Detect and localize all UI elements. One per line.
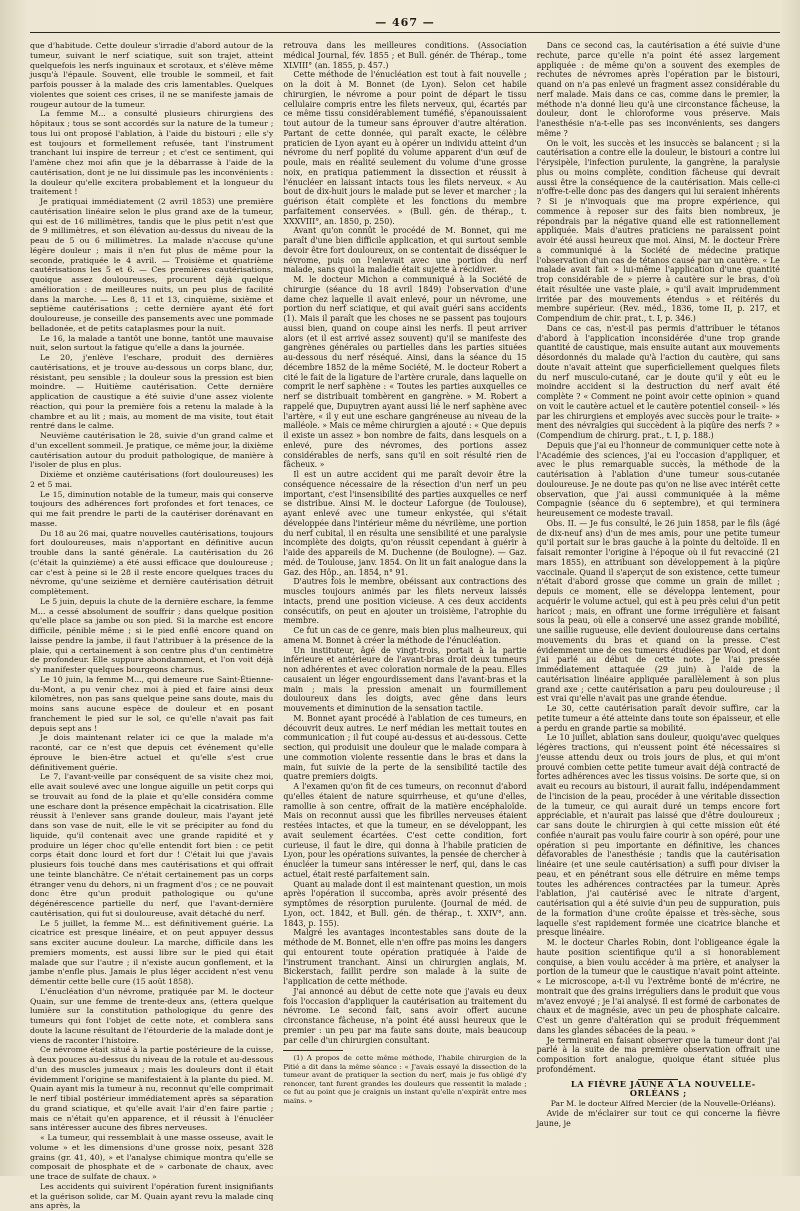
paragraph: Je pratiquai immédiatement (2 avril 1853) une première cautérisation linéaire selon le plus grand axe de la tumeur, qui est de 16 millimètres, tandis que le plus petit n'est que de 9 millimètres, et son élévation au-dessus du niveau de la peau de 5 ou 6 millimètres. La malade n'accuse qu'une légère douleur ; mais il n'en fut plus de même pour la seconde, pratiquée le 4 avril. — Troisième et quatrième cautérisations les 5 et 6. — Ces premières cautérisations, quoique assez douloureuses, procurent déjà quelque amélioration : de meilleures nuits, un peu plus de facilité dans la marche. — Les 8, 11 et 13, cinquième, sixième et septième cautérisations ; cette dernière ayant été fort douloureuse, je conseille des pansements avec une pommade belladonée, et de petits cataplasmes pour la nuit. bbox=[30, 197, 274, 333]
paragraph: M. Bonnet ayant procédé à l'ablation de ces tumeurs, en découvrit deux autres. Le nerf médian les mettait toutes en communication ; il fut coupé au-dessus et au-dessous. Cette section, qui produisit une douleur que le malade compara à une commotion violente ressentie dans le bras et dans la main, fut suivie de la perte de la sensibilité tactile des quatre premiers doigts. bbox=[283, 713, 527, 782]
paragraph: Le 30, cette cautérisation paraît devoir suffire, car la petite tumeur a été atteinte dans toute son épaisseur, et elle a perdu en grande partie sa mobilité. bbox=[536, 704, 780, 733]
paragraph: Ce fut un cas de ce genre, mais bien plus malheureux, qui amena M. Bonnet à créer la méthode de l'énucléation. bbox=[283, 626, 527, 645]
paragraph: Un instituteur, âgé de vingt-trois, portait à la partie inférieure et antérieure de l'avant-bras droit deux tumeurs non adhérentes et avec coloration normale de la peau. Elles causaient un léger engourdissement dans l'avant-bras et la main ; mais la pression amenait un fourmillement douloureux dans les doigts, avec gêne dans leurs mouvements et diminution de la sensation tactile. bbox=[283, 645, 527, 713]
paragraph: M. le docteur Charles Robin, dont l'obligeance égale la haute position scientifique qu'il a si honorablement conquise, a bien voulu accéder à ma prière, et analyser la portion de la tumeur que le caustique n'avait point atteinte. « Le microscope, a-t-il vu l'extrême bonté de m'écrire, ne montrait que des grains irréguliers dans le produit que vous m'avez envoyé ; je l'ai analysé. Il est formé de carbonates de chaux et de magnésie, avec un peu de phosphate calcaire. C'est un genre d'altération qui se produit fréquemment dans les glandes sébacées de la peau. » bbox=[536, 938, 780, 1035]
paragraph: Malgré les avantages incontestables sans doute de la méthode de M. Bonnet, elle n'en offre pas moins les dangers qui entourent toute opération pratiquée à l'aide de l'instrument tranchant. Ainsi un chirurgien anglais, M. Bickerstach, faillit perdre son malade à la suite de l'application de cette méthode. bbox=[283, 928, 527, 986]
paragraph: Le 16, la malade a tantôt une bonne, tantôt une mauvaise nuit, selon surtout la fatigue qu'elle a dans la journée. bbox=[30, 333, 274, 353]
paragraph: M. le docteur Michon a communiqué à la Société de chirurgie (séance du 18 avril 1849) l'observation d'une dame chez laquelle il avait enlevé, pour un névrome, une portion du nerf sciatique, et qui avait guéri sans accidents (1). Mais il paraît que les choses ne se passent pas toujours aussi bien, quand on coupe ainsi les nerfs. Il peut arriver alors (et il est arrivé assez souvent) qu'il se manifeste des gangrènes générales ou partielles dans les parties situées au-dessous du nerf réséqué. Ainsi, dans la séance du 15 décembre 1852 de la même Société, M. le docteur Robert a cité le fait de la ligature de l'artère crurale, dans laquelle on comprit le nerf saphène : « Toutes les parties auxquelles ce nerf se distribuait tombèrent en gangrène. » M. Robert a rappelé que, Dupuytren ayant aussi lié le nerf saphène avec l'artère, « il y eut une eschare gangréneuse au niveau de la malléole. » Mais ce même chirurgien a ajouté : « Que depuis il existe un assez » bon nombre de faits, dans lesquels on a enlevé, pure des névromes, des portions assez considérables de nerfs, sans qu'il en soit résulté rien de fâcheux. » bbox=[283, 275, 527, 470]
paragraph: D'autres fois le membre, obéissant aux contractions des muscles toujours animés par les filets nerveux laissés intacts, prend une position vicieuse. A ces deux accidents consécutifs, on peut en ajouter un troisième, l'atrophie du membre. bbox=[283, 577, 527, 626]
paragraph: La femme M... a consulté plusieurs chirurgiens des hôpitaux ; tous se sont accordés sur la nature de la tumeur ; tous lui ont proposé l'ablation, à l'aide du bistouri ; elle s'y est toujours et formellement refusée, tant l'instrument tranchant lui inspire de terreur ; et c'est ce sentiment, qui l'amène chez moi afin que je la débarrasse à l'aide de la cautérisation, dont je ne lui dissimule pas les inconvénients : la douleur qu'elle excitera probablement et la longueur du traitement ! bbox=[30, 109, 274, 197]
paragraph: Avant qu'on connût le procédé de M. Bonnet, qui me paraît d'une bien difficile application, et qui surtout semble devoir être fort douloureux, on se contentait de disséquer le névrome, puis on l'enlevait avec une portion du nerf malade, sans quoi la maladie était sujette à récidiver. bbox=[283, 226, 527, 275]
paragraph: Je dois maintenant relater ici ce que la malade m'a raconté, car ce n'est que depuis cet événement qu'elle éprouve le bien-être actuel et qu'elle s'est crue définitivement guérie. bbox=[30, 733, 274, 772]
column-right bbox=[537, 41, 780, 1171]
paragraph: Le 5 juin, depuis la chute de la dernière eschare, la femme M... a cessé absolument de souffrir ; dans quelque position qu'elle place sa jambe ou son pied. Si la marche est encore difficile, pénible même ; si le pied enflé encore quand on laisse pendre la jambe, il faut l'attribuer à la présence de la plaie, qui a certainement à son centre plus d'un centimètre de profondeur. Elle suppure abondamment, et l'on voit déjà s'y manifester quelques bourgeons charnus. bbox=[30, 596, 274, 674]
paragraph: J'ai annoncé au début de cette note que j'avais eu deux fois l'occasion d'appliquer la cautérisation au traitement du névrome. Le second fait, sans avoir offert aucune circonstance fâcheuse, n'a point été aussi heureux que le premier : un peu par ma faute sans doute, mais beaucoup par celle d'un chirurgien consultant. bbox=[283, 986, 527, 1045]
text-columns bbox=[30, 41, 780, 1211]
paragraph: Le 10 juillet, ablation sans douleur, quoiqu'avec quelques légères tractions, qui n'eussent point été nécessaires si j'eusse attendu deux ou trois jours de plus, et qui m'ont prouvé combien cette petite tumeur avait déjà contracté de fortes adhérences avec les tissus voisins. De sorte que, si on avait eu recours au bistouri, il aurait fallu, indépendamment de l'incision de la peau, procéder à une véritable dissection de la tumeur, ce qui aurait duré un temps encore fort appréciable, et n'aurait pas laissé que d'être douloureux ; car sans doute le chirurgien à qui cette mission eût été confiée n'aurait pas voulu faire courir à son opéré, pour une opération si peu importante en définitive, les chances défavorables de l'anesthésie ; tandis que la cautérisation linéaire (et une seule cautérisation) a suffi pour diviser la peau, et en pénétrant sous elle détruire en même temps toutes les adhérences contractées par la tumeur. Après l'ablation, j'ai cautérisé avec le nitrate d'argent, cautérisation qui a été suivie d'un peu de suppuration, puis de la formation d'une croûte épaisse et très-sèche, sous laquelle s'est rapidement formée une cicatrice blanche et presque linéaire. bbox=[536, 733, 780, 938]
paragraph: Le 15, diminution notable de la tumeur, mais qui conserve toujours des adhérences fort profondes et fort tenaces, ce qui me fait prendre le parti de la cautériser dorénavant en masse. bbox=[30, 489, 274, 528]
article-byline: Par M. le docteur Alfred Mercier (de la Nouvelle-Orléans). bbox=[550, 1099, 776, 1108]
paragraph: Obs. II. — Je fus consulté, le 26 juin 1858, par le fils (âgé de dix-neuf ans) d'un de mes amis, pour une petite tumeur qu'il portait sur le bras gauche à la pointe du deltoïde. Il en faisait remonter l'origine à l'époque où il fut revacciné (21 mars 1855), en attribuant son développement à la piqûre vaccinale. Quand il s'aperçut de son existence, cette tumeur n'était d'abord grosse que comme un grain de millet ; depuis ce moment, elle se développa lentement, pour acquérir le volume actuel, qui est à peu près celui d'un petit haricot ; mais, en offrant une forme irrégulière et faisant sous la peau, où elle a conservé une assez grande mobilité, une saillie rugueuse, elle devient douloureuse dans certains mouvements du bras et quand on la presse. C'est évidemment une de ces tumeurs étudiées par Wood, et dont j'ai parlé au début de cette note. Je l'ai pressée immédiatement attaquée (29 juin) à l'aide de la cautérisation linéaire appliquée parallèlement à son plus grand axe ; cette cautérisation a paru peu douloureuse ; il est vrai qu'elle n'avait pas une grande étendue. bbox=[536, 518, 780, 704]
column-middle bbox=[283, 41, 526, 1171]
paragraph: Il est un autre accident qui me paraît devoir être la conséquence nécessaire de la résection d'un nerf un peu important, c'est l'insensibilité des parties auxquelles ce nerf se distribue. Ainsi M. le docteur Laforgue (de Toulouse), ayant enlevé avec une tumeur enkystée, qui s'était développée dans l'intérieur même du névrilème, une portion du nerf cubital, il en résulta une sensibilité et une paralysie incomplète des doigts, qu'on réussit cependant à guérir à l'aide des appareils de M. Duchenne (de Boulogne). — Gaz. méd. de Toulouse, janv. 1854. On lit un fait analogue dans la Gaz. des Hôp., an. 1854, n° 91. bbox=[283, 470, 527, 577]
paragraph: Neuvième cautérisation le 28, suivie d'un grand calme et d'un excellent sommeil. Je pratique, ce même jour, la dixième cautérisation autour du produit pathologique, de manière à l'isoler de plus en plus. bbox=[30, 431, 274, 470]
paragraph: Le 5 juillet, la femme M... est définitivement guérie. La cicatrice est presque linéaire, et on peut appuyer dessus sans exciter aucune douleur. La marche, difficile dans les premiers moments, est aussi libre sur le pied qui était malade que sur l'autre ; il n'existe aucun gonflement, et la jambe n'enfle plus. Jamais le plus léger accident n'est venu démentir cette belle cure (15 août 1858). bbox=[30, 918, 274, 986]
paragraph: Le 10 juin, la femme M..., qui demeure rue Saint-Étienne-du-Mont, a pu venir chez moi à pied et faire ainsi deux kilomètres, non pas sans quelque peine sans doute, mais du moins sans aucune espèce de douleur et en posant franchement le pied sur le sol, ce qu'elle n'avait pas fait depuis sept ans ! bbox=[30, 674, 274, 733]
footnote: (1) A propos de cette même méthode, l'habile chirurgien de la Pitié a dit dans la même séance : « J'avais essayé la dissection de la tumeur avant de pratiquer la section du nerf, mais je fus obligé d'y renoncer, tant furent grandes les douleurs que ressentit la malade ; ce fut au point que je craignis un instant qu'elle n'expirât entre mes mains. » bbox=[283, 1054, 527, 1105]
paragraph: L'énucléation d'un névrome, pratiquée par M. le docteur Quain, sur une femme de trente-deux ans, (ettera quelque lumière sur la constitution pathologique du genre des tumeurs qui font l'objet de cette note, et comblera sans doute la lacune résultant de l'étourderie de la malade dont je viens de raconter l'histoire. bbox=[30, 986, 274, 1045]
paragraph: Le 7, l'avant-veille par conséquent de sa visite chez moi, elle avait soulevé avec une longue aiguille un petit corps qui se trouvait au fond de la plaie et qu'elle considéra comme une eschare dont la présence empêchait la cicatrisation. Elle réussit à l'enlever sans grande douleur, mais l'ayant jeté dans son vase de nuit, elle le vit se précipiter au fond du liquide, qu'il contenait avec une grande rapidité et y produire un léger choc qu'elle entendit fort bien : ce petit corps était donc lourd et fort dur ! C'était lui que j'avais plusieurs fois touché dans mes cautérisations et qui offrait une teinte blanchâtre. Ce n'était certainement pas un corps étranger venu du dehors, ni un fragment d'os ; ce ne pouvait donc être qu'un produit pathologique ou qu'une dégénérescence partielle du nerf, que l'avant-dernière cautérisation, qui fut si douloureuse, avait détaché du nerf. bbox=[30, 772, 274, 918]
paragraph: A l'examen qu'on fit de ces tumeurs, on reconnut d'abord qu'elles étaient de nature squirrheuse, et qu'une d'elles, ramollie à son centre, offrait de la matière encéphaloïde. Mais on reconnut aussi que les fibrilles nerveuses étaient restées intactes, et que la tumeur, en se développant, les avait seulement écartées. C'est cette condition, fort curieuse, il faut le dire, qui donna à l'habile praticien de Lyon, pour les opérations suivantes, la pensée de chercher à énucléer la tumeur sans intéresser le nerf, qui, dans le cas actuel, était resté parfaitement sain. bbox=[283, 782, 527, 879]
paragraph: Le 20, j'enlève l'eschare, produit des dernières cautérisations, et je trouve au-dessous un corps blanc, dur, résistant, peu sensible ; la douleur sous la pression est bien moindre. — Huitième cautérisation. Cette dernière application de caustique a été suivie d'une assez violente réaction, qui pour la première fois a retenu la malade à la chambre et au lit ; mais, au moment de ma visite, tout était rentré dans le calme. bbox=[30, 353, 274, 431]
page-number: — 467 — bbox=[375, 15, 435, 29]
paragraph: Les accidents qui suivirent l'opération furent insignifiants et la guérison solide, car M. Quain ayant revu la malade cinq ans après, la bbox=[30, 1181, 274, 1211]
article-opening: Avide de m'éclairer sur tout ce qui concerne la fièvre jaune, je bbox=[536, 1108, 780, 1128]
paragraph: Du 18 au 26 mai, quatre nouvelles cautérisations, toujours fort douloureuses, mais n'apportant en définitive aucun trouble dans la santé générale. La cautérisation du 26 (c'était la quinzième) a été aussi efficace que douloureuse ; car c'est à peine si le 28 il reste encore quelques traces du névrome, qu'une seizième et dernière cautérisation détruit complètement. bbox=[30, 528, 274, 596]
paragraph: que d'habitude. Cette douleur s'irradie d'abord autour de la tumeur, suivant le nerf sciatique, suit son trajet, atteint quelquefois les nerfs inguinaux et scrotaux, et s'élève même jusqu'à l'épaule. Souvent, elle trouble le sommeil, et fait parfois pousser à la malade des cris lamentables. Quelques violentes que soient ces crises, il ne se manifeste jamais de rougeur autour de la tumeur. bbox=[30, 41, 274, 109]
column-left bbox=[30, 41, 274, 1211]
paragraph: retrouva dans les meilleures conditions. (Association médical Journal, fév. 1855 ; et Bull. génér. de Thérap., tome XLVIII° (an. 1855, p. 457.) bbox=[283, 41, 527, 70]
paragraph: Cette méthode de l'énucléation est tout à fait nouvelle ; on la doit à M. Bonnet (de Lyon). Selon cet habile chirurgien, le névrome a pour point de départ le tissu cellulaire compris entre les filets nerveux, qui, écartés par ce même tissu considérablement tuméfié, s'épanouissaient tout autour de la tumeur sans éprouver d'autre altération. Partant de cette donnée, qui paraît exacte, le célèbre praticien de Lyon ayant eu à opérer un individu atteint d'un névrome du nerf poplité du volume apparent d'un œuf de poule, mais en réalité seulement du volume d'une grosse noix, en pratiqua patiemment la dissection et réussit à l'énucléer en laissant intacts tous les filets nerveux. « Au bout de dix-huit jours le malade put se lever et marcher ; la guérison était complète et les fonctions du membre parfaitement conservées. » (Bull. gén. de thérap., t. XXXVIII°, an. 1850, p. 250). bbox=[283, 70, 527, 226]
paragraph: Dixième et onzième cautérisations (fort douloureuses) les 2 et 5 mai. bbox=[30, 470, 274, 489]
paragraph: Dans ce second cas, la cautérisation a été suivie d'une rechute, parce qu'elle n'a point été assez largement appliquée : de même qu'on a souvent des exemples de rechutes de névromes après l'opération par le bistouri, quand on n'a pas enlevé un fragment assez considérable du nerf malade. Mais dans ce cas, comme dans le premier, la méthode n'a donné lieu qu'à une circonstance fâcheuse, la douleur, dont le chloroforme vous préserve. Mais l'anesthésie n'a-t-elle pas ses inconvénients, ses dangers même ? bbox=[536, 41, 780, 138]
article-title: LA FIÈVRE JAUNE À LA NOUVELLE-ORLÉANS ; bbox=[570, 1078, 756, 1099]
paragraph: On le voit, les succès et les insuccès se balancent ; si la cautérisation a contre elle la douleur, le bistouri a contre lui l'érysipèle, l'infection purulente, la gangrène, la paralysie plus ou moins complète, condition fâcheuse qui devrait aussi être la conséquence de la cautérisation. Mais celle-ci n'offre-t-elle donc pas des dangers qui lui seraient inhérents ? Si je n'invoquais que ma propre expérience, qui commence à reposer sur des faits bien nombreux, je répondrais par la négative quand elle est rationnellement appliquée. Mais d'autres praticiens ne paraissent point avoir été aussi heureux que moi. Ainsi, M. le docteur Frère a communiqué à la Société de médecine pratique l'observation d'un cas de tétanos causé par un cautère. « Le malade avait fait » lui-même l'application d'une quantité trop considérable de » pierre à cautère sur le bras, d'où était résultée une vaste plaie, » qu'il avait imprudemment irritée par des mouvements étendus » et réitérés du membre supérieur. (Rev. méd., 1836, tome II, p. 217, et Compendium de chir. prat., t. I, p. 346.) bbox=[536, 138, 780, 323]
paragraph: Dans ce cas, n'est-il pas permis d'attribuer le tétanos d'abord à l'application inconsidérée d'une trop grande quantité de caustique, mais ensuite autant aux mouvements désordonnés du malade qu'à l'action du cautère, qui sans doute n'avait atteint que superficiellement quelques filets du nerf musculo-cutané, car je doute qu'il y eût eu le moindre accident si la destruction du nerf avait été complète ? « Comment ne point avoir cette opinion » quand on voit le cautère actuel et le cautère potentiel conseil- » lés par les chirurgiens et employés avec succès pour le traite- » ment des névralgies qui succèdent à la piqûre des nerfs ? » (Compendium de chirurg. prat., t. I, p. 188.) bbox=[536, 323, 780, 440]
paragraph: Quant au malade dont il est maintenant question, un mois après l'opération il succomba, après avoir présenté des symptômes de résorption purulente. (Journal de méd. de Lyon, oct. 1842, et Bull. gén. de thérap., t. XXIV°, ann. 1843, p. 155). bbox=[283, 879, 527, 928]
paragraph: Depuis que j'ai eu l'honneur de communiquer cette note à l'Académie des sciences, j'ai eu l'occasion d'appliquer, et avec le plus remarquable succès, la méthode de la cautérisation à l'ablation d'une tumeur sous-cutanée douloureuse. Je ne doute pas qu'on ne lise avec intérêt cette observation, que j'ai aussi communiquée à la même Compagnie (séance du 6 septembre), et qui terminera heureusement ce modeste travail. bbox=[536, 440, 780, 518]
page-header bbox=[30, 12, 780, 33]
footnote-rule bbox=[283, 1050, 343, 1051]
paragraph: Je terminerai en faisant observer que la tumeur dont j'ai parlé à la suite de ma première observation offrait une composition fort analogue, quoique étant située plus profondément. bbox=[536, 1035, 780, 1074]
paragraph: Ce névrome était situé à la partie postérieure de la cuisse, à deux pouces au-dessus du niveau de la rotule et au-dessous d'un des muscles jumeaux ; mais les douleurs dont il était évidemment l'origine se manifestaient à la plante du pied. M. Quain ayant mis la tumeur à nu, reconnut qu'elle comprimait le nerf tibial postérieur immédiatement après sa séparation du grand sciatique, et qu'elle avait l'air d'en faire partie ; mais ce n'était qu'en apparence, et il réussit à l'énucléer sans intéresser aucune des fibres nerveuses. bbox=[30, 1045, 274, 1133]
paragraph: « La tumeur, qui ressemblait à une masse osseuse, avait le volume » et les dimensions d'une grosse noix, pesant 328 grains (gr. 41, 40), » et l'analyse chimique montra qu'elle se composait de phosphate et de » carbonate de chaux, avec une trace de sulfate de chaux. » bbox=[30, 1133, 274, 1181]
